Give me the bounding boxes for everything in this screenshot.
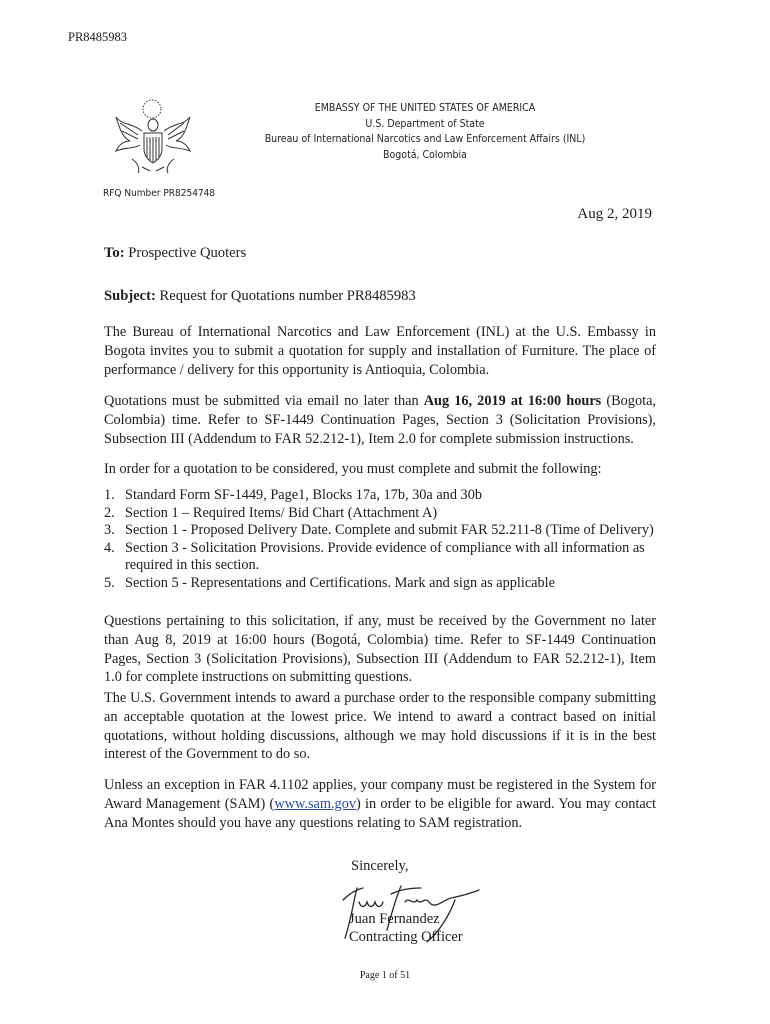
requirements-intro: In order for a quotation to be considered, you must complete and submit the following: [104, 461, 602, 477]
list-item [104, 575, 660, 593]
page-number: Page 1 of 51 [359, 970, 411, 981]
list-item-text: Section 5 - Representations and Certifications. Mark and sign as applicable [125, 574, 555, 591]
sam-text-post: ) in order to be eligible for award. You may contact Ana Montes should you have any questions relating to SAM registration. [104, 795, 656, 831]
subject-label: Subject: [104, 288, 156, 304]
letter-date: Aug 2, 2019 [577, 206, 652, 222]
list-item-number: 2. [104, 504, 115, 521]
list-item-text: Section 1 - Proposed Delivery Date. Complete and submit FAR 52.211-8 (Time of Delivery) [125, 522, 654, 539]
award-paragraph: The U.S. Government intends to award a purchase order to the responsible company submitting an acceptable quotation at the lowest price. We intend to award a contract based on initial quotations, without holding discussions, although we may hold discussions if it is in the best interest of the Government to do so. [104, 690, 656, 763]
deadline-text-pre: Quotations must be submitted via email no later than [104, 393, 424, 409]
deadline-text-post: (Bogota, Colombia) time. Refer to SF-1449 Continuation Pages, Section 3 (Solicitation Provisions), Subsection III (Addendum to FAR 52.212-1), Item 2.0 for complete submission instructions. [104, 393, 656, 447]
list-item-text: Section 1 – Required Items/ Bid Chart (Attachment A) [125, 504, 438, 521]
closing: Sincerely, [351, 858, 409, 874]
submission-deadline-paragraph [104, 392, 656, 448]
list-item-text: Section 3 - Solicitation Provisions. Provide evidence of compliance with all information as required in this section. [125, 539, 645, 574]
list-item [104, 505, 660, 523]
rfq-number: RFQ Number PR8254748 [103, 188, 216, 199]
list-item-number: 3. [104, 522, 115, 539]
signer-title: Contracting Officer [349, 929, 463, 945]
letterhead-department: U.S. Department of State [365, 117, 485, 130]
signer-name: Juan Fernandez [349, 911, 440, 927]
subject-value: Request for Quotations number PR8485983 [159, 288, 416, 304]
intro-paragraph: The Bureau of International Narcotics and Law Enforcement (INL) at the U.S. Embassy in Bogota invites you to submit a quotation for supply and installation of Furniture. The place of performance / delivery for this opportunity is Antioquia, Colombia. [104, 324, 656, 378]
list-item-number: 1. [104, 487, 115, 503]
document-id: PR8485983 [68, 30, 128, 44]
letterhead [210, 101, 640, 163]
signer-block [349, 910, 463, 946]
list-item-number: 5. [104, 574, 115, 591]
sam-link[interactable]: www.sam.gov [274, 795, 356, 812]
to-label: To: [104, 245, 125, 261]
list-item [104, 522, 660, 540]
letterhead-bureau: Bureau of International Narcotics and Law Enforcement Affairs (INL) [264, 133, 586, 145]
list-item [104, 487, 660, 505]
to-line [104, 245, 246, 262]
subject-line [104, 288, 416, 305]
deadline-date: Aug 16, 2019 at 16:00 hours [423, 393, 602, 409]
sam-registration-paragraph [104, 776, 656, 832]
questions-paragraph: Questions pertaining to this solicitation, if any, must be received by the Government no later than Aug 8, 2019 at 16:00 hours (Bogotá, Colombia) time. Refer to SF-1449 Continuation Pages, Section 3 (Solicitation Provisions), Subsection III (Addendum to FAR 52.212-1), Item 1.0 for complete instructions on submitting questions. [104, 613, 656, 686]
to-value: Prospective Quoters [128, 245, 247, 261]
sam-text-pre: Unless an exception in FAR 4.1102 applies, your company must be registered in the System for Award Management (SAM) ( [104, 777, 656, 812]
list-item [104, 540, 660, 575]
embassy-seal-icon [112, 97, 194, 177]
requirements-list [104, 487, 660, 593]
letterhead-location: Bogotá, Colombia [383, 148, 467, 161]
letterhead-embassy-name: EMBASSY OF THE UNITED STATES OF AMERICA [314, 102, 536, 114]
list-item-text: Standard Form SF-1449, Page1, Blocks 17a, 17b, 30a and 30b [125, 487, 482, 503]
list-item-number: 4. [104, 539, 115, 556]
